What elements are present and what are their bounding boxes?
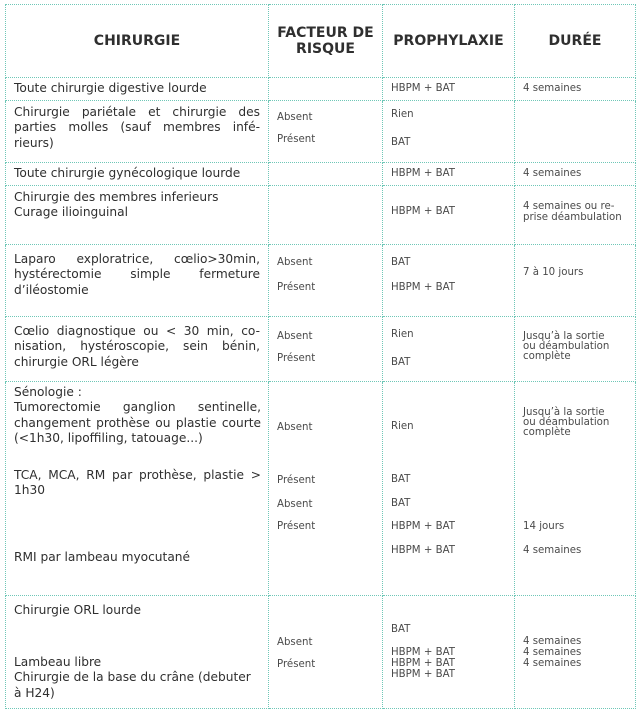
row8-duree-2: 4 semaines	[523, 646, 582, 658]
row8-prophylaxie-3: HBPM + BAT	[391, 657, 455, 669]
row8-prophylaxie-4: HBPM + BAT	[391, 668, 455, 680]
header-facteur-line1: FACTEUR DE	[277, 25, 374, 41]
row1-prophylaxie: HBPM + BAT	[391, 83, 455, 94]
table-row	[6, 185, 636, 244]
header-prophylaxie: PROPHYLAXIE	[383, 5, 515, 78]
row4-duree-line2: prise déambulation	[523, 211, 622, 223]
prophylaxis-table	[5, 4, 636, 709]
row4-chirurgie-1: Chirurgie des membres inferieurs	[14, 189, 219, 204]
row2-risque-absent: Absent	[277, 111, 313, 123]
row8-risque-absent: Absent	[277, 636, 313, 648]
table-row	[6, 381, 636, 595]
row8-risque-present: Présent	[277, 658, 316, 670]
row7-prophylaxie-2: BAT	[391, 473, 411, 485]
row6-chirurgie: Cœlio diagnostique ou < 30 min, co-nisation, hystéroscopie, sein bénin, chirurgie ORL légère	[14, 323, 260, 369]
row3-prophylaxie: HBPM + BAT	[391, 167, 455, 179]
row8-prophylaxie-1: BAT	[391, 623, 411, 635]
row2-prophylaxie-1: Rien	[391, 108, 414, 120]
row4-chirurgie-2: Curage ilioinguinal	[14, 205, 128, 219]
row6-risque-present: Présent	[277, 352, 316, 364]
row5-risque-present: Présent	[277, 281, 316, 293]
row8-duree-1: 4 semaines	[523, 635, 582, 647]
row5-risque-absent: Absent	[277, 256, 313, 268]
row7-risque-3: Absent	[277, 498, 313, 510]
row7-chirurgie-2: TCA, MCA, RM par prothèse, plastie > 1h30	[14, 467, 261, 497]
header-duree: DURÉE	[515, 5, 636, 78]
row7-risque-4: Présent	[277, 520, 316, 532]
row7-chirurgie-3: RMI par lambeau myocutané	[14, 549, 191, 564]
row7-chirurgie-1: Tumorectomie ganglion sentinelle, changement prothèse ou plastie courte (<1h30, lipoffiling, tatouage...)	[14, 400, 261, 445]
row7-prophylaxie-5: HBPM + BAT	[391, 544, 455, 556]
table-row	[6, 100, 636, 162]
row5-chirurgie: Laparo exploratrice, cœlio>30min, hystérectomie simple fermeture d’iléostomie	[14, 251, 260, 297]
row7-duree-line1: Jusqu’à la sortie	[523, 406, 605, 418]
table-row	[6, 244, 636, 316]
row2-prophylaxie-2: BAT	[391, 136, 411, 148]
row7-prophylaxie-1: Rien	[391, 420, 414, 432]
row7-prophylaxie-4: HBPM + BAT	[391, 520, 455, 532]
row7-chirurgie-title: Sénologie :	[14, 384, 82, 399]
row7-duree-5: 4 semaines	[523, 544, 582, 556]
row3-duree: 4 semaines	[523, 167, 582, 179]
row6-duree-line2: ou déambulation	[523, 340, 610, 352]
row7-risque-2: Présent	[277, 474, 316, 486]
row7-risque-1: Absent	[277, 421, 313, 433]
row6-prophylaxie-2: BAT	[391, 356, 411, 368]
table-row	[6, 162, 636, 185]
table-header-row	[6, 5, 636, 78]
row6-duree-line3: complète	[523, 350, 571, 362]
row5-prophylaxie-1: BAT	[391, 256, 411, 268]
row8-chirurgie-1: Chirurgie ORL lourde	[14, 602, 141, 617]
header-facteur-de-risque	[269, 5, 383, 78]
row8-chirurgie-2: Lambeau libre	[14, 654, 102, 669]
row6-duree-line1: Jusqu’à la sortie	[523, 330, 605, 342]
table-row	[6, 595, 636, 708]
row6-risque-absent: Absent	[277, 330, 313, 342]
row1-duree: 4 semaines	[523, 83, 582, 94]
row8-prophylaxie-2: HBPM + BAT	[391, 646, 455, 658]
row2-chirurgie: Chirurgie pariétale et chirurgie des parties molles (sauf membres infé-rieurs)	[14, 104, 260, 150]
row8-duree-3: 4 semaines	[523, 657, 582, 669]
row3-chirurgie: Toute chirurgie gynécologique lourde	[14, 165, 241, 180]
row8-chirurgie-3: Chirurgie de la base du crâne (debuter à H24)	[14, 670, 251, 700]
row7-duree-4: 14 jours	[523, 520, 565, 532]
row4-prophylaxie: HBPM + BAT	[391, 205, 455, 217]
table-row	[6, 78, 636, 101]
row2-risque-present: Présent	[277, 133, 316, 145]
row5-prophylaxie-2: HBPM + BAT	[391, 281, 455, 293]
table-row	[6, 316, 636, 381]
row1-chirurgie: Toute chirurgie digestive lourde	[14, 81, 207, 95]
row7-duree-line2: ou déambulation	[523, 416, 610, 428]
header-facteur-line2: RISQUE	[296, 41, 355, 57]
row7-prophylaxie-3: BAT	[391, 497, 411, 509]
row5-duree: 7 à 10 jours	[523, 266, 584, 278]
header-chirurgie: CHIRURGIE	[6, 5, 269, 78]
row4-duree-line1: 4 semaines ou re-	[523, 200, 615, 212]
row6-prophylaxie-1: Rien	[391, 328, 414, 340]
row7-duree-line3: complète	[523, 426, 571, 438]
